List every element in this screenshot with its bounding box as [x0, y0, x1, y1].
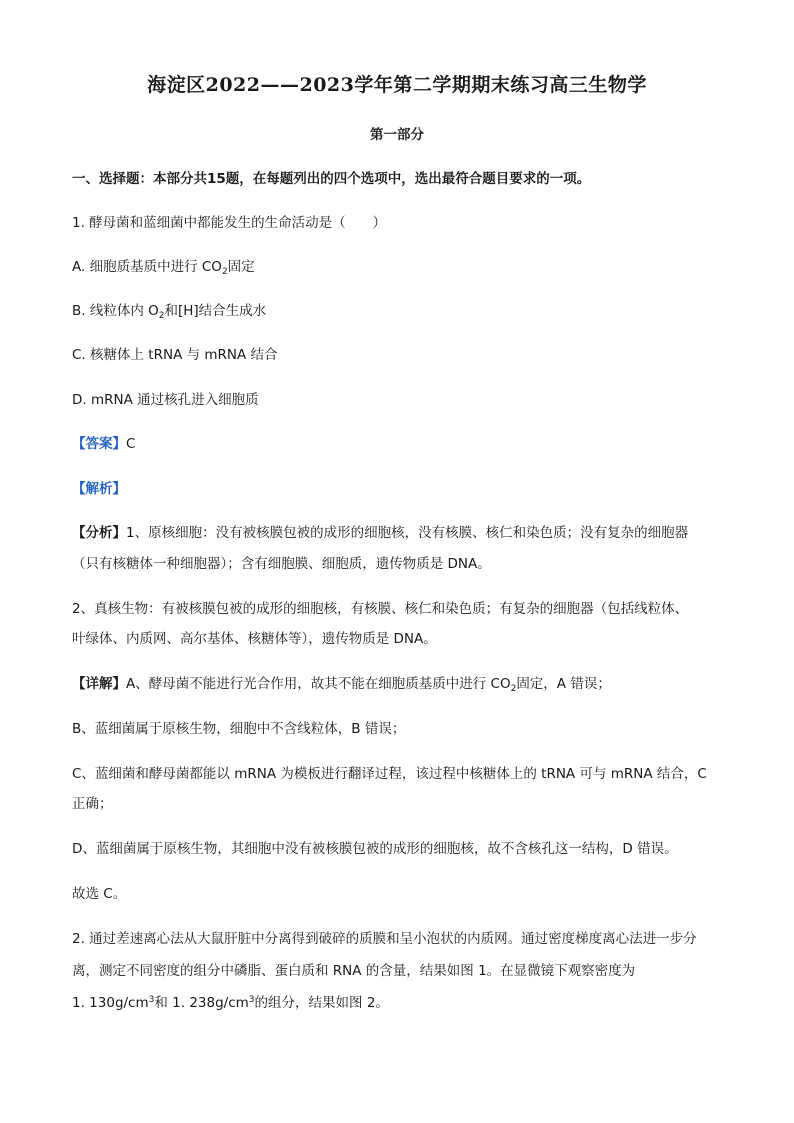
density-1: 1. 130g/cm: [72, 995, 149, 1011]
superscript: 3: [248, 995, 255, 1005]
q2-line-1: 2. 通过差速离心法从大鼠肝脏中分离得到破碎的质膜和呈小泡状的内质网。通过密度梯度离心法进一步分: [72, 931, 697, 947]
detail-c-line-2: 正确；: [72, 796, 113, 812]
option-b-text-end: 和[H]结合生成水: [164, 303, 267, 319]
answer-value: C: [126, 436, 136, 452]
q1-option-a: [72, 258, 732, 276]
q2-line-2: 离，测定不同密度的组分中磷脂、蛋白质和 RNA 的含量，结果如图 1。在显微镜下观察密度为: [72, 963, 636, 979]
part-heading: 第一部分: [370, 127, 424, 143]
q1-stem: 1. 酵母菌和蓝细菌中都能发生的生命活动是（ ）: [72, 215, 387, 231]
q2-line-3: [72, 994, 732, 1012]
q1-option-b: [72, 302, 732, 320]
option-b-text: B. 线粒体内 O: [72, 303, 159, 319]
option-a-text-end: 固定: [227, 259, 255, 275]
density-2: 和 1. 238g/cm: [154, 995, 249, 1011]
detail-c-line-1: C、蓝细菌和酵母菌都能以 mRNA 为模板进行翻译过程，该过程中核糖体上的 tRNA 可与 mRNA 结合，C: [72, 766, 707, 782]
analysis-line-2: （只有核糖体一种细胞器）；含有细胞膜、细胞质，遗传物质是 DNA。: [72, 556, 491, 572]
detail-b: B、蓝细菌属于原核生物，细胞中不含线粒体，B 错误；: [72, 721, 406, 737]
option-a-text: A. 细胞质基质中进行 CO: [72, 259, 222, 275]
analysis-line-1: [72, 524, 732, 542]
conclusion: 故选 C。: [72, 886, 127, 902]
answer-line: [72, 435, 732, 453]
q1-option-d: D. mRNA 通过核孔进入细胞质: [72, 392, 259, 408]
detail-a-text: A、酵母菌不能进行光合作用，故其不能在细胞质基质中进行 CO: [126, 676, 511, 692]
document-title: 海淀区2022——2023学年第二学期期末练习高三生物学: [147, 74, 647, 96]
eukaryote-line-2: 叶绿体、内质网、高尔基体、核糖体等），遗传物质是 DNA。: [72, 631, 437, 647]
fenxi-text: 1、原核细胞：没有被核膜包被的成形的细胞核，没有核膜、核仁和染色质；没有复杂的细胞器: [126, 525, 689, 541]
answer-label: 【答案】: [72, 436, 126, 452]
subscript: 2: [510, 684, 517, 694]
detail-d: D、蓝细菌属于原核生物，其细胞中没有被核膜包被的成形的细胞核，故不含核孔这一结构，D 错误。: [72, 841, 678, 857]
subscript: 2: [158, 311, 165, 321]
detail-a: [72, 675, 732, 693]
section-heading: 一、选择题：本部分共15题，在每题列出的四个选项中，选出最符合题目要求的一项。: [72, 171, 591, 187]
eukaryote-line-1: 2、真核生物：有被核膜包被的成形的细胞核，有核膜、核仁和染色质；有复杂的细胞器（包括线粒体、: [72, 601, 689, 617]
analysis-label: 【解析】: [72, 481, 126, 497]
xiangjie-label: 【详解】: [72, 676, 126, 692]
fenxi-label: 【分析】: [72, 525, 126, 541]
q1-option-c: C. 核糖体上 tRNA 与 mRNA 结合: [72, 347, 278, 363]
subscript: 2: [221, 267, 228, 277]
q2-line-3-end: 的组分，结果如图 2。: [254, 995, 389, 1011]
superscript: 3: [148, 995, 155, 1005]
detail-a-text-end: 固定，A 错误；: [516, 676, 611, 692]
